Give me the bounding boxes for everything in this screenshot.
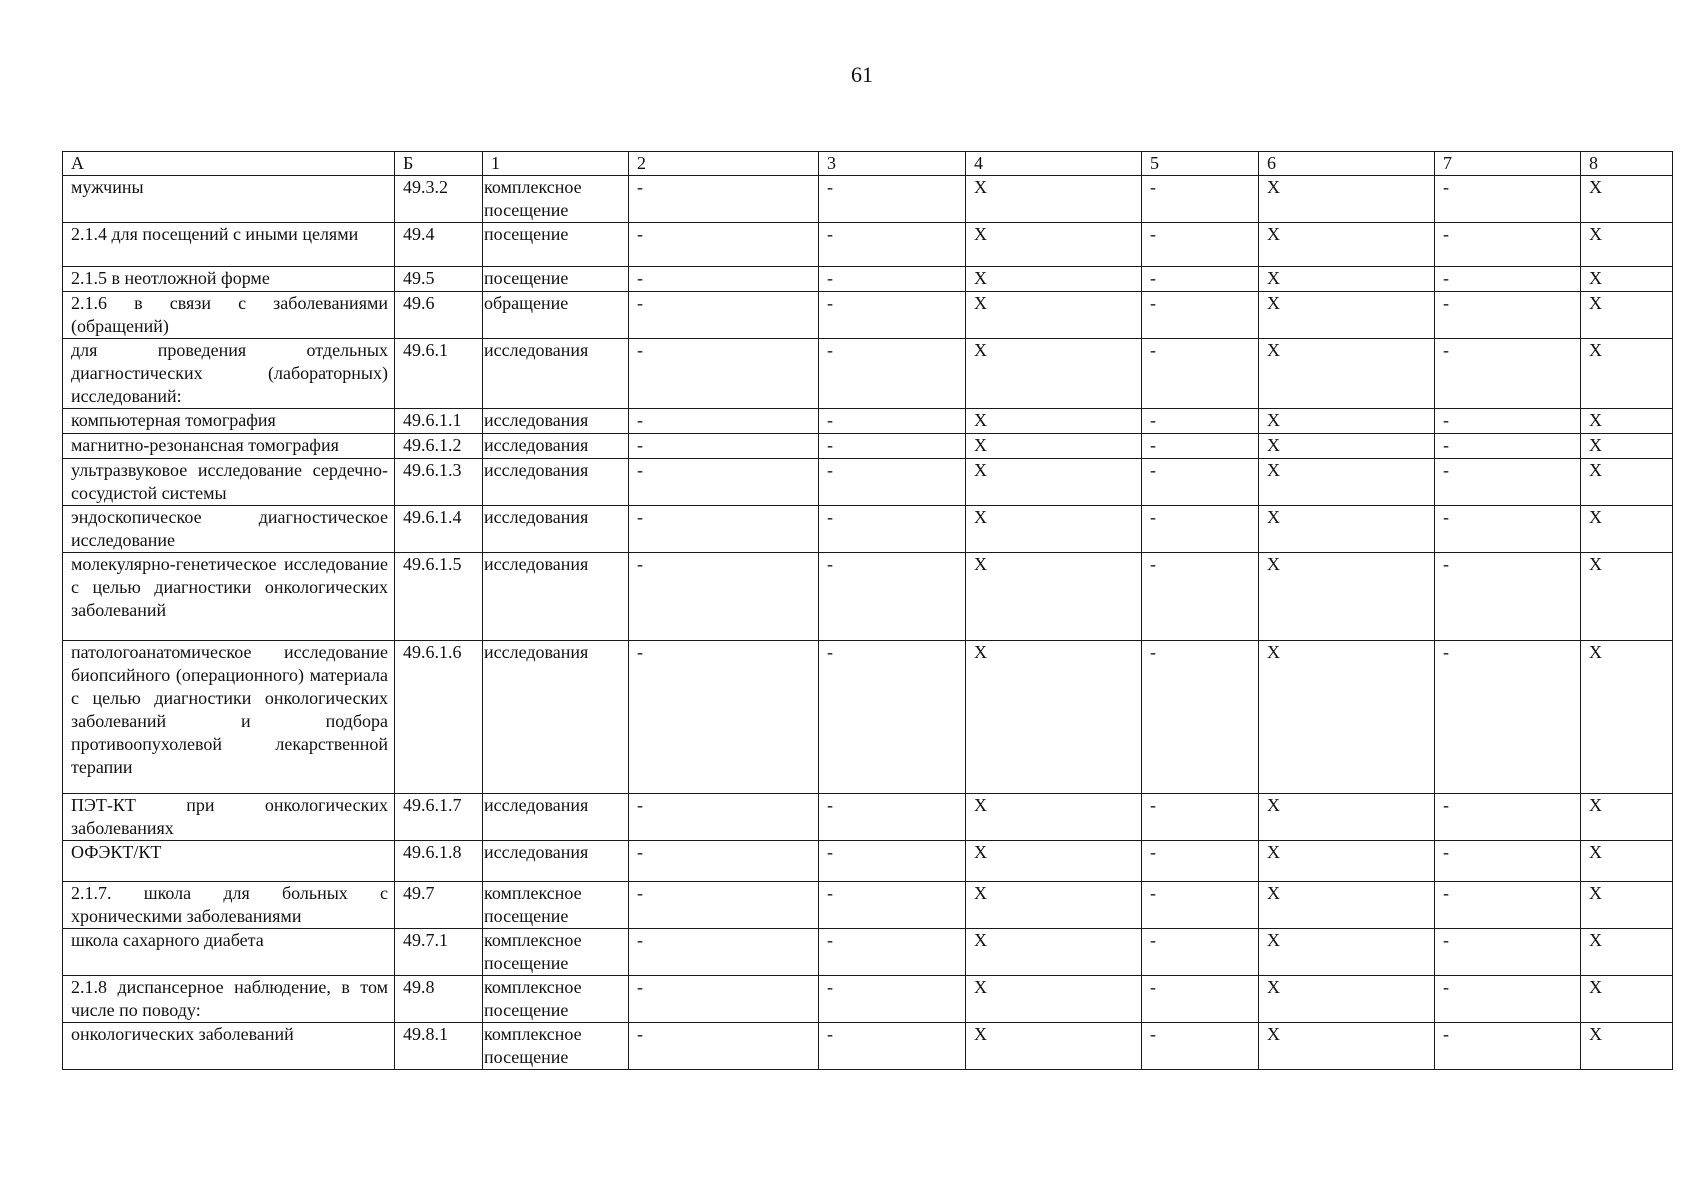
table-row bbox=[63, 223, 1673, 267]
table-row bbox=[63, 929, 1673, 976]
cell-code: 49.6.1.1 bbox=[395, 409, 483, 434]
cell-unit: исследования bbox=[483, 841, 629, 882]
cell-col-7: - bbox=[1435, 1023, 1581, 1070]
cell-name: школа сахарного диабета bbox=[63, 929, 395, 976]
cell-name: для проведения отдельных диагностических (лабораторных) исследований: bbox=[63, 339, 395, 409]
cell-name: 2.1.7. школа для больных с хроническими заболеваниями bbox=[63, 882, 395, 929]
cell-col-8: Х bbox=[1581, 339, 1673, 409]
cell-col-2: - bbox=[629, 794, 819, 841]
table-row bbox=[63, 292, 1673, 339]
table-row bbox=[63, 459, 1673, 506]
cell-code: 49.3.2 bbox=[395, 176, 483, 223]
cell-col-4: Х bbox=[966, 641, 1142, 794]
cell-col-5: - bbox=[1142, 1023, 1259, 1070]
cell-col-6: Х bbox=[1259, 292, 1435, 339]
cell-col-6: Х bbox=[1259, 553, 1435, 641]
cell-col-6: Х bbox=[1259, 794, 1435, 841]
cell-unit: исследования bbox=[483, 553, 629, 641]
cell-col-6: Х bbox=[1259, 267, 1435, 292]
cell-name: 2.1.8 диспансерное наблюдение, в том числе по поводу: bbox=[63, 976, 395, 1023]
cell-col-7: - bbox=[1435, 434, 1581, 459]
header-cell-7: 7 bbox=[1435, 152, 1581, 176]
cell-col-4: Х bbox=[966, 409, 1142, 434]
table-row bbox=[63, 409, 1673, 434]
header-cell-3: 3 bbox=[819, 152, 966, 176]
cell-col-5: - bbox=[1142, 553, 1259, 641]
cell-code: 49.6 bbox=[395, 292, 483, 339]
header-cell-a: А bbox=[63, 152, 395, 176]
cell-name: онкологических заболеваний bbox=[63, 1023, 395, 1070]
cell-name: 2.1.6 в связи с заболеваниями (обращений) bbox=[63, 292, 395, 339]
cell-name: ОФЭКТ/КТ bbox=[63, 841, 395, 882]
cell-col-5: - bbox=[1142, 882, 1259, 929]
cell-col-7: - bbox=[1435, 976, 1581, 1023]
cell-col-3: - bbox=[819, 292, 966, 339]
cell-col-4: Х bbox=[966, 882, 1142, 929]
table-row bbox=[63, 553, 1673, 641]
cell-col-4: Х bbox=[966, 976, 1142, 1023]
cell-col-6: Х bbox=[1259, 641, 1435, 794]
cell-col-5: - bbox=[1142, 459, 1259, 506]
cell-col-5: - bbox=[1142, 409, 1259, 434]
cell-col-3: - bbox=[819, 459, 966, 506]
cell-name: патологоанатомическое исследование биопсийного (операционного) материала с целью диагностики онкологических заболеваний и подбора противоопухолевой лекарственной терапии bbox=[63, 641, 395, 794]
cell-col-7: - bbox=[1435, 409, 1581, 434]
cell-col-7: - bbox=[1435, 882, 1581, 929]
cell-col-7: - bbox=[1435, 339, 1581, 409]
cell-name: магнитно-резонансная томография bbox=[63, 434, 395, 459]
cell-col-3: - bbox=[819, 841, 966, 882]
cell-col-6: Х bbox=[1259, 409, 1435, 434]
cell-col-8: Х bbox=[1581, 929, 1673, 976]
cell-col-8: Х bbox=[1581, 459, 1673, 506]
cell-col-7: - bbox=[1435, 292, 1581, 339]
cell-col-8: Х bbox=[1581, 434, 1673, 459]
cell-code: 49.6.1.6 bbox=[395, 641, 483, 794]
cell-unit: исследования bbox=[483, 459, 629, 506]
cell-name: 2.1.4 для посещений с иными целями bbox=[63, 223, 395, 267]
cell-col-2: - bbox=[629, 1023, 819, 1070]
cell-col-2: - bbox=[629, 841, 819, 882]
cell-col-6: Х bbox=[1259, 339, 1435, 409]
cell-col-5: - bbox=[1142, 929, 1259, 976]
cell-col-2: - bbox=[629, 929, 819, 976]
cell-col-3: - bbox=[819, 434, 966, 459]
cell-col-4: Х bbox=[966, 1023, 1142, 1070]
cell-code: 49.6.1.3 bbox=[395, 459, 483, 506]
cell-unit: исследования bbox=[483, 434, 629, 459]
cell-col-2: - bbox=[629, 459, 819, 506]
cell-unit: исследования bbox=[483, 339, 629, 409]
cell-col-8: Х bbox=[1581, 882, 1673, 929]
header-cell-5: 5 bbox=[1142, 152, 1259, 176]
cell-name: молекулярно-генетическое исследование с целью диагностики онкологических заболеваний bbox=[63, 553, 395, 641]
cell-col-8: Х bbox=[1581, 1023, 1673, 1070]
cell-col-7: - bbox=[1435, 459, 1581, 506]
cell-unit: посещение bbox=[483, 223, 629, 267]
cell-col-8: Х bbox=[1581, 176, 1673, 223]
cell-code: 49.6.1.7 bbox=[395, 794, 483, 841]
cell-col-7: - bbox=[1435, 223, 1581, 267]
cell-col-5: - bbox=[1142, 506, 1259, 553]
cell-unit: посещение bbox=[483, 267, 629, 292]
cell-col-2: - bbox=[629, 976, 819, 1023]
cell-code: 49.6.1.2 bbox=[395, 434, 483, 459]
cell-col-2: - bbox=[629, 267, 819, 292]
cell-unit: исследования bbox=[483, 794, 629, 841]
cell-col-8: Х bbox=[1581, 841, 1673, 882]
cell-col-8: Х bbox=[1581, 292, 1673, 339]
cell-col-5: - bbox=[1142, 267, 1259, 292]
cell-code: 49.6.1 bbox=[395, 339, 483, 409]
cell-col-5: - bbox=[1142, 176, 1259, 223]
cell-col-4: Х bbox=[966, 292, 1142, 339]
cell-col-5: - bbox=[1142, 223, 1259, 267]
cell-code: 49.7.1 bbox=[395, 929, 483, 976]
cell-unit: исследования bbox=[483, 506, 629, 553]
cell-unit: исследования bbox=[483, 409, 629, 434]
header-cell-8: 8 bbox=[1581, 152, 1673, 176]
cell-code: 49.4 bbox=[395, 223, 483, 267]
header-cell-6: 6 bbox=[1259, 152, 1435, 176]
header-cell-b: Б bbox=[395, 152, 483, 176]
cell-col-7: - bbox=[1435, 841, 1581, 882]
cell-col-3: - bbox=[819, 929, 966, 976]
table-row bbox=[63, 434, 1673, 459]
cell-col-3: - bbox=[819, 176, 966, 223]
cell-col-6: Х bbox=[1259, 1023, 1435, 1070]
cell-col-5: - bbox=[1142, 339, 1259, 409]
cell-name: 2.1.5 в неотложной форме bbox=[63, 267, 395, 292]
table-row bbox=[63, 841, 1673, 882]
cell-unit: исследования bbox=[483, 641, 629, 794]
cell-col-3: - bbox=[819, 553, 966, 641]
cell-col-8: Х bbox=[1581, 641, 1673, 794]
cell-code: 49.6.1.8 bbox=[395, 841, 483, 882]
cell-col-5: - bbox=[1142, 292, 1259, 339]
cell-col-3: - bbox=[819, 267, 966, 292]
cell-code: 49.8 bbox=[395, 976, 483, 1023]
cell-col-3: - bbox=[819, 641, 966, 794]
cell-name: ультразвуковое исследование сердечно-сосудистой системы bbox=[63, 459, 395, 506]
cell-col-4: Х bbox=[966, 434, 1142, 459]
table-row bbox=[63, 976, 1673, 1023]
cell-col-6: Х bbox=[1259, 506, 1435, 553]
cell-col-6: Х bbox=[1259, 841, 1435, 882]
cell-col-3: - bbox=[819, 339, 966, 409]
cell-col-6: Х bbox=[1259, 976, 1435, 1023]
cell-col-3: - bbox=[819, 223, 966, 267]
cell-col-6: Х bbox=[1259, 882, 1435, 929]
cell-unit: комплексное посещение bbox=[483, 882, 629, 929]
cell-col-6: Х bbox=[1259, 223, 1435, 267]
cell-col-2: - bbox=[629, 292, 819, 339]
cell-col-3: - bbox=[819, 1023, 966, 1070]
cell-name: мужчины bbox=[63, 176, 395, 223]
cell-col-4: Х bbox=[966, 794, 1142, 841]
cell-col-4: Х bbox=[966, 339, 1142, 409]
cell-code: 49.5 bbox=[395, 267, 483, 292]
cell-col-2: - bbox=[629, 409, 819, 434]
table-header-row bbox=[63, 152, 1673, 176]
cell-col-2: - bbox=[629, 176, 819, 223]
cell-unit: комплексное посещение bbox=[483, 1023, 629, 1070]
cell-col-8: Х bbox=[1581, 267, 1673, 292]
cell-col-6: Х bbox=[1259, 929, 1435, 976]
cell-col-2: - bbox=[629, 339, 819, 409]
cell-col-8: Х bbox=[1581, 976, 1673, 1023]
cell-name: ПЭТ-КТ при онкологических заболеваниях bbox=[63, 794, 395, 841]
header-cell-2: 2 bbox=[629, 152, 819, 176]
cell-unit: комплексное посещение bbox=[483, 176, 629, 223]
cell-col-2: - bbox=[629, 434, 819, 459]
cell-col-5: - bbox=[1142, 976, 1259, 1023]
cell-col-5: - bbox=[1142, 434, 1259, 459]
cell-col-7: - bbox=[1435, 506, 1581, 553]
table-body bbox=[63, 152, 1673, 1070]
cell-col-3: - bbox=[819, 882, 966, 929]
table-row bbox=[63, 641, 1673, 794]
table-row bbox=[63, 176, 1673, 223]
cell-col-8: Х bbox=[1581, 409, 1673, 434]
cell-code: 49.8.1 bbox=[395, 1023, 483, 1070]
cell-col-7: - bbox=[1435, 176, 1581, 223]
data-table bbox=[62, 151, 1673, 1070]
cell-col-5: - bbox=[1142, 841, 1259, 882]
cell-code: 49.7 bbox=[395, 882, 483, 929]
cell-col-6: Х bbox=[1259, 459, 1435, 506]
cell-name: эндоскопическое диагностическое исследование bbox=[63, 506, 395, 553]
cell-col-6: Х bbox=[1259, 176, 1435, 223]
cell-col-4: Х bbox=[966, 223, 1142, 267]
cell-col-4: Х bbox=[966, 929, 1142, 976]
cell-unit: комплексное посещение bbox=[483, 976, 629, 1023]
cell-col-6: Х bbox=[1259, 434, 1435, 459]
cell-col-2: - bbox=[629, 506, 819, 553]
page-number: 61 bbox=[851, 62, 873, 87]
table-row bbox=[63, 267, 1673, 292]
cell-col-7: - bbox=[1435, 794, 1581, 841]
table-row bbox=[63, 339, 1673, 409]
cell-col-3: - bbox=[819, 794, 966, 841]
cell-code: 49.6.1.4 bbox=[395, 506, 483, 553]
header-cell-4: 4 bbox=[966, 152, 1142, 176]
cell-col-2: - bbox=[629, 882, 819, 929]
cell-col-3: - bbox=[819, 506, 966, 553]
cell-col-4: Х bbox=[966, 267, 1142, 292]
cell-col-8: Х bbox=[1581, 506, 1673, 553]
cell-col-7: - bbox=[1435, 641, 1581, 794]
cell-col-4: Х bbox=[966, 553, 1142, 641]
table-row bbox=[63, 882, 1673, 929]
cell-col-3: - bbox=[819, 409, 966, 434]
cell-col-8: Х bbox=[1581, 223, 1673, 267]
cell-unit: обращение bbox=[483, 292, 629, 339]
cell-col-4: Х bbox=[966, 176, 1142, 223]
cell-col-7: - bbox=[1435, 553, 1581, 641]
cell-col-2: - bbox=[629, 553, 819, 641]
table-row bbox=[63, 794, 1673, 841]
cell-col-4: Х bbox=[966, 841, 1142, 882]
cell-col-2: - bbox=[629, 223, 819, 267]
cell-code: 49.6.1.5 bbox=[395, 553, 483, 641]
cell-col-4: Х bbox=[966, 506, 1142, 553]
cell-col-7: - bbox=[1435, 267, 1581, 292]
table-row bbox=[63, 1023, 1673, 1070]
cell-col-8: Х bbox=[1581, 794, 1673, 841]
cell-unit: комплексное посещение bbox=[483, 929, 629, 976]
cell-col-2: - bbox=[629, 641, 819, 794]
table-row bbox=[63, 506, 1673, 553]
cell-col-3: - bbox=[819, 976, 966, 1023]
cell-name: компьютерная томография bbox=[63, 409, 395, 434]
cell-col-4: Х bbox=[966, 459, 1142, 506]
cell-col-8: Х bbox=[1581, 553, 1673, 641]
cell-col-5: - bbox=[1142, 641, 1259, 794]
cell-col-7: - bbox=[1435, 929, 1581, 976]
header-cell-1: 1 bbox=[483, 152, 629, 176]
cell-col-5: - bbox=[1142, 794, 1259, 841]
